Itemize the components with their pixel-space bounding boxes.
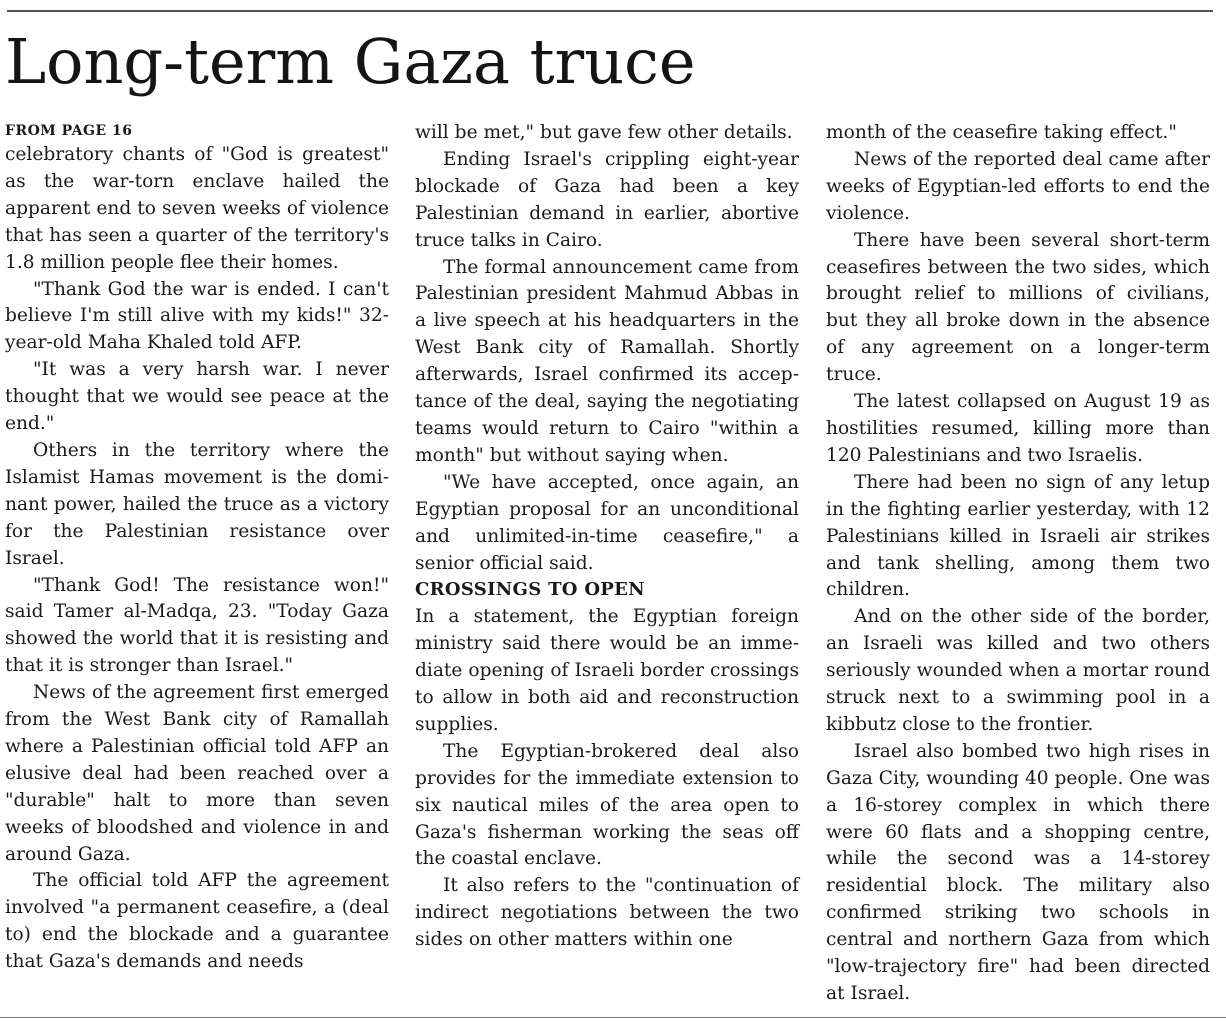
bottom-rule <box>0 1017 1226 1018</box>
paragraph: The latest collapsed on August 19 as hostilities resumed, killing more than 120 Palestinians and two Israelis. <box>826 391 1210 466</box>
paragraph: And on the other side of the border, an Israeli was killed and two others seriously wounded when a mortar round struck next to a swimming pool in a kibbutz close to the frontier. <box>826 606 1210 735</box>
paragraph: The Egyptian-brokered deal also provides for the immediate extension to six nautical miles of the area open to Gaza's fisherman working the seas off the coastal enclave. <box>415 740 799 870</box>
paragraph: "Thank God! The resistance won!" said Tamer al-Madqa, 23. "Today Gaza showed the world that it is resisting and that it is stronger than Israel." <box>5 574 389 677</box>
headline: Long-term Gaza truce <box>5 25 696 98</box>
paragraph: "We have accepted, once again, an Egyptian proposal for an unconditional and unlimited-in-time ceasefire," a senior official said. <box>415 471 799 574</box>
paragraph: "It was a very harsh war. I never thought that we would see peace at the end." <box>5 359 389 435</box>
top-rule <box>7 10 1213 12</box>
paragraph: There had been no sign of any letup in the fighting earlier yesterday, with 12 Palestinians killed in Israeli air strikes and tank shelling, among them two children. <box>826 471 1210 601</box>
paragraph: There have been several short-term ceasefires between the two sides, which brought relief to millions of civilians, but they all broke down in the absence of any agreement on a longer-term truce. <box>826 229 1210 386</box>
section-subhead: CROSSINGS TO OPEN <box>415 579 645 601</box>
paragraph: News of the reported deal came after weeks of Egyptian-led efforts to end the violence. <box>826 148 1210 224</box>
article-column-1 <box>5 120 389 976</box>
paragraph: The formal announcement came from Palestinian president Mahmud Abbas in a live speech at his headquarters in the West Bank city of Ramallah. Shortly afterwards, Israel confirmed its acceptance of the deal, saying the negotiating teams would return to Cairo "within a month" but without saying when. <box>415 256 799 466</box>
paragraph: "Thank God the war is ended. I can't believe I'm still alive with my kids!" 32-year-old Maha Khaled told AFP. <box>5 278 389 354</box>
paragraph: celebratory chants of "God is greatest" as the war-torn enclave hailed the apparent end to seven weeks of violence that has seen a quarter of the territory's 1.8 million people flee their homes. <box>5 144 389 273</box>
article-column-2 <box>415 120 799 954</box>
paragraph: In a statement, the Egyptian foreign ministry said there would be an immediate opening of Israeli border crossings to allow in both aid and reconstruction supplies. <box>415 606 799 735</box>
continuation-kicker: FROM PAGE 16 <box>5 123 133 139</box>
paragraph: Israel also bombed two high rises in Gaza City, wounding 40 people. One was a 16-storey complex in which there were 60 flats and a shopping centre, while the second was a 14-storey residential block. The military also confirmed striking two schools in central and northern Gaza from which "low-trajectory fire" had been directed at Israel. <box>826 740 1210 1004</box>
paragraph: month of the ceasefire taking effect." <box>826 122 1177 143</box>
paragraph: Others in the territory where the Islamist Hamas movement is the dominant power, hailed the truce as a victory for the Palestinian resistance over Israel. <box>5 439 389 569</box>
paragraph: will be met," but gave few other details. <box>415 122 793 143</box>
paragraph: Ending Israel's crippling eight-year blockade of Gaza had been a key Palestinian demand in earlier, abortive truce talks in Cairo. <box>415 148 799 251</box>
paragraph: News of the agreement first emerged from the West Bank city of Ramallah where a Palestinian official told AFP an elusive deal had been reached over a "durable" halt to more than seven weeks of bloodshed and violence in and around Gaza. <box>5 682 389 865</box>
article-column-3 <box>826 120 1210 1008</box>
paragraph: It also refers to the "continuation of indirect negotiations between the two sides on other matters within one <box>415 875 799 951</box>
paragraph: The official told AFP the agreement involved "a permanent ceasefire, a (deal to) end the blockade and a guarantee that Gaza's demands and needs <box>5 870 389 973</box>
